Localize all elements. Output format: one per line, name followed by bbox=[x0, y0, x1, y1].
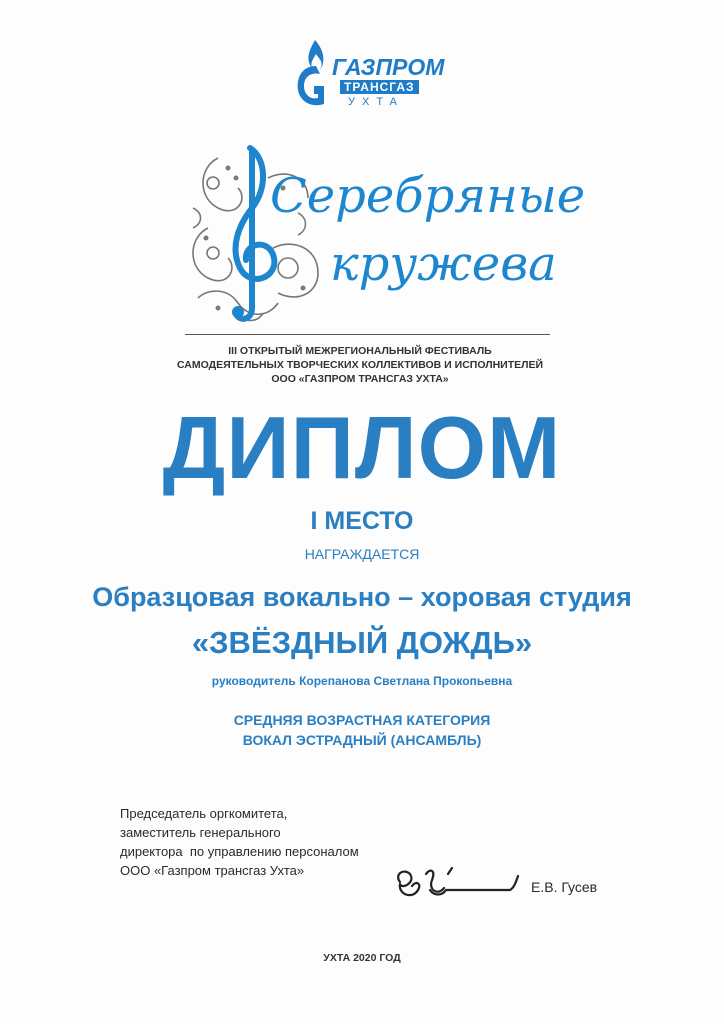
signer-line: ООО «Газпром трансгаз Ухта» bbox=[120, 863, 305, 878]
signer-line: Председатель оргкомитета, bbox=[120, 806, 288, 821]
awarded-label: НАГРАЖДАЕТСЯ bbox=[304, 546, 420, 562]
intro-line: III ОТКРЫТЫЙ МЕЖРЕГИОНАЛЬНЫЙ ФЕСТИВАЛЬ bbox=[228, 345, 492, 357]
studio-leader: руководитель Корепанова Светлана Прокопьевна bbox=[211, 674, 513, 688]
category-line: СРЕДНЯЯ ВОЗРАСТНАЯ КАТЕГОРИЯ bbox=[233, 712, 491, 728]
footer-place-year: УХТА 2020 ГОД bbox=[323, 952, 401, 964]
studio-name: «ЗВЁЗДНЫЙ ДОЖДЬ» bbox=[191, 625, 533, 660]
handwritten-signature-icon bbox=[390, 860, 520, 904]
signer-line: директора по управлению персоналом bbox=[120, 844, 359, 859]
diploma-title: ДИПЛОМ bbox=[162, 398, 562, 497]
gazprom-logo bbox=[290, 36, 445, 116]
studio-type: Образцовая вокально – хоровая студия bbox=[92, 582, 632, 612]
festival-intro bbox=[110, 344, 610, 386]
divider bbox=[185, 334, 550, 335]
intro-line: САМОДЕЯТЕЛЬНЫХ ТВОРЧЕСКИХ КОЛЛЕКТИВОВ И ИСПОЛНИТЕЛЕЙ bbox=[176, 359, 544, 371]
festival-name-line2: кружева bbox=[330, 236, 557, 292]
intro-line: ООО «ГАЗПРОМ ТРАНСГАЗ УХТА» bbox=[271, 373, 449, 385]
signer-line: заместитель генерального bbox=[120, 825, 281, 840]
signer-name: Е.В. Гусев bbox=[531, 879, 598, 895]
award-category bbox=[0, 710, 724, 750]
treble-clef-ornament-icon bbox=[178, 138, 328, 328]
logo-text-gazprom: ГАЗПРОМ bbox=[332, 54, 445, 80]
logo-text-ukhta: УХТА bbox=[348, 96, 405, 108]
festival-name-line1: Серебряные bbox=[270, 168, 586, 224]
award-place: I МЕСТО bbox=[310, 507, 414, 535]
logo-text-transgaz: ТРАНСГАЗ bbox=[340, 80, 419, 94]
category-line: ВОКАЛ ЭСТРАДНЫЙ (АНСАМБЛЬ) bbox=[242, 732, 482, 748]
